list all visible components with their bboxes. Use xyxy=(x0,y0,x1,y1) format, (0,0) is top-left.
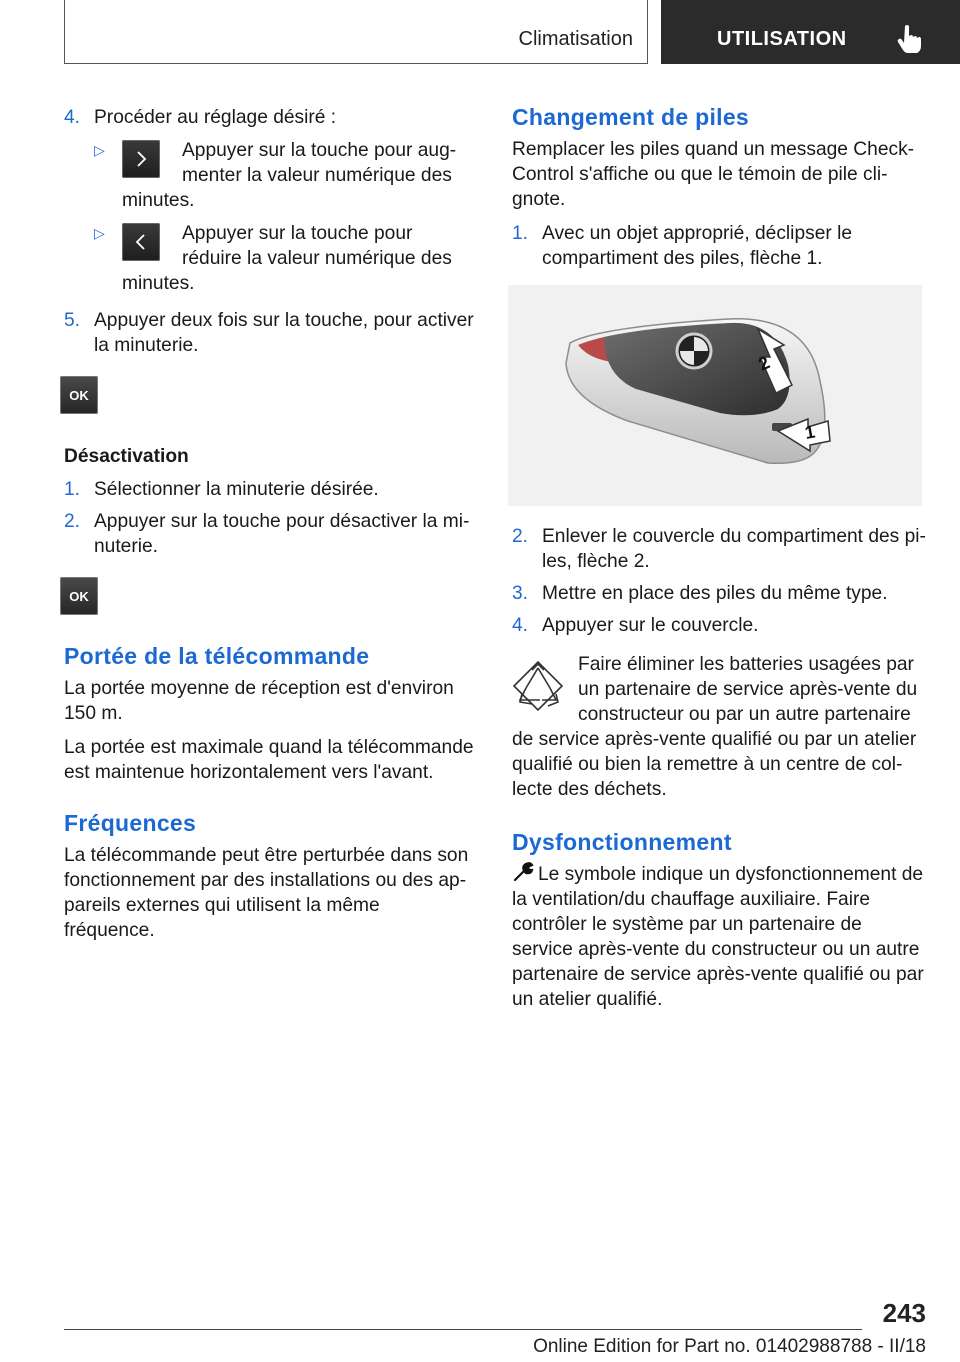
right-column xyxy=(512,100,926,1012)
deactivation-heading: Désactivation xyxy=(64,446,189,467)
step-4 xyxy=(64,105,474,130)
ok-key-2-wrap xyxy=(60,577,474,615)
arrow-left-key xyxy=(122,223,160,261)
substep-text: Appuyer sur la touche pour augmenter la valeur numérique des minutes. xyxy=(122,140,457,211)
battery-step-3 xyxy=(512,581,926,606)
arrow-1-label: 1 xyxy=(803,421,817,443)
range-heading: Portée de la télécommande xyxy=(64,643,370,669)
key-fob-image xyxy=(508,285,922,506)
step-number: 5. xyxy=(64,310,81,331)
hand-pointer-icon xyxy=(897,24,923,54)
step-text: Enlever le couvercle du compartiment des piles, flèche 2. xyxy=(542,526,926,572)
header-chapter-title: UTILISATION xyxy=(717,28,847,50)
step-number: 3. xyxy=(512,583,529,604)
substep-increase xyxy=(64,138,474,213)
step-number: 4. xyxy=(64,107,81,128)
frequencies-paragraph: La télécommande peut être perturbée dans son fonctionnement par des installations ou des appareils externes qui utilisent la même fréquence. xyxy=(64,845,469,941)
header-section-box xyxy=(64,0,648,64)
recycle-icon xyxy=(512,660,564,712)
frequencies-heading: Fréquences xyxy=(64,810,197,836)
ok-key-1-wrap xyxy=(60,376,474,414)
step-text: Mettre en place des piles du même type. xyxy=(542,583,888,604)
deact-step-2 xyxy=(64,509,474,559)
step-text: Procéder au réglage désiré : xyxy=(94,107,337,128)
step-text: Avec un objet approprié, déclipser le compartiment des piles, flèche 1. xyxy=(542,223,853,269)
step-text: Sélectionner la minuterie désirée. xyxy=(94,479,379,500)
prev-key-wrap xyxy=(122,223,170,263)
substep-text: Appuyer sur la touche pour réduire la valeur numérique des minutes. xyxy=(122,223,452,294)
environment-note-text: Faire éliminer les batteries usagées par un partenaire de service après-vente du constructeur ou par un autre partenaire de service après-vente qualifié ou par un atelier qualifié ou bien la remettre à un centre de collecte des déchets. xyxy=(512,654,918,800)
step-text: Appuyer sur la touche pour désactiver la minuterie. xyxy=(94,511,470,557)
malfunction-heading: Dysfonctionnement xyxy=(512,829,732,855)
triangle-bullet-icon: ▷ xyxy=(94,142,105,158)
step-number: 2. xyxy=(64,511,81,532)
range-paragraph-2: La portée est maximale quand la télécommande est maintenue horizontalement vers l'avant. xyxy=(64,737,474,783)
page-number: 243 xyxy=(882,1298,926,1328)
step-text: Appuyer sur le couvercle. xyxy=(542,615,759,636)
arrow-right-key xyxy=(122,140,160,178)
substep-decrease xyxy=(64,221,474,296)
key-fob-illustration xyxy=(508,285,922,506)
malfunction-text: Le symbole indique un dysfonctionnement de la ventilation/du chauffage auxiliaire. Faire contrôler le système par un partenaire de service après-vente du constructeur ou un autre partenaire de service après-vente qualifié ou par un atelier qualifié. xyxy=(512,864,924,1010)
next-key-wrap xyxy=(122,140,170,180)
battery-heading: Changement de piles xyxy=(512,104,750,130)
triangle-bullet-icon: ▷ xyxy=(94,225,105,241)
chevron-right-icon xyxy=(134,150,148,168)
ok-key: OK xyxy=(60,577,98,615)
battery-step-2 xyxy=(512,524,926,574)
battery-paragraph: Remplacer les piles quand un message Check-Control s'affiche ou que le témoin de pile clignote. xyxy=(512,139,915,210)
chevron-left-icon xyxy=(134,233,148,251)
footer-divider xyxy=(64,1329,862,1330)
wrench-icon xyxy=(512,862,534,882)
step-number: 2. xyxy=(512,526,529,547)
battery-step-4 xyxy=(512,613,926,638)
step-number: 4. xyxy=(512,615,529,636)
step-number: 1. xyxy=(512,223,529,244)
battery-step-1 xyxy=(512,221,926,271)
ok-key: OK xyxy=(60,376,98,414)
malfunction-paragraph xyxy=(512,862,926,1012)
step-5 xyxy=(64,308,474,358)
step-text: Appuyer deux fois sur la touche, pour activer la minuterie. xyxy=(94,310,474,356)
arrow-2-label: 2 xyxy=(755,352,773,375)
left-column xyxy=(64,100,474,943)
footer-edition: Online Edition for Part no. 01402988788 - II/18 xyxy=(533,1336,926,1357)
environment-note xyxy=(512,652,926,802)
header-section-title: Climatisation xyxy=(518,28,633,50)
header-chapter-box xyxy=(661,0,960,64)
range-paragraph-1: La portée moyenne de réception est d'environ 150 m. xyxy=(64,678,454,724)
step-number: 1. xyxy=(64,479,81,500)
deact-step-1 xyxy=(64,477,474,502)
